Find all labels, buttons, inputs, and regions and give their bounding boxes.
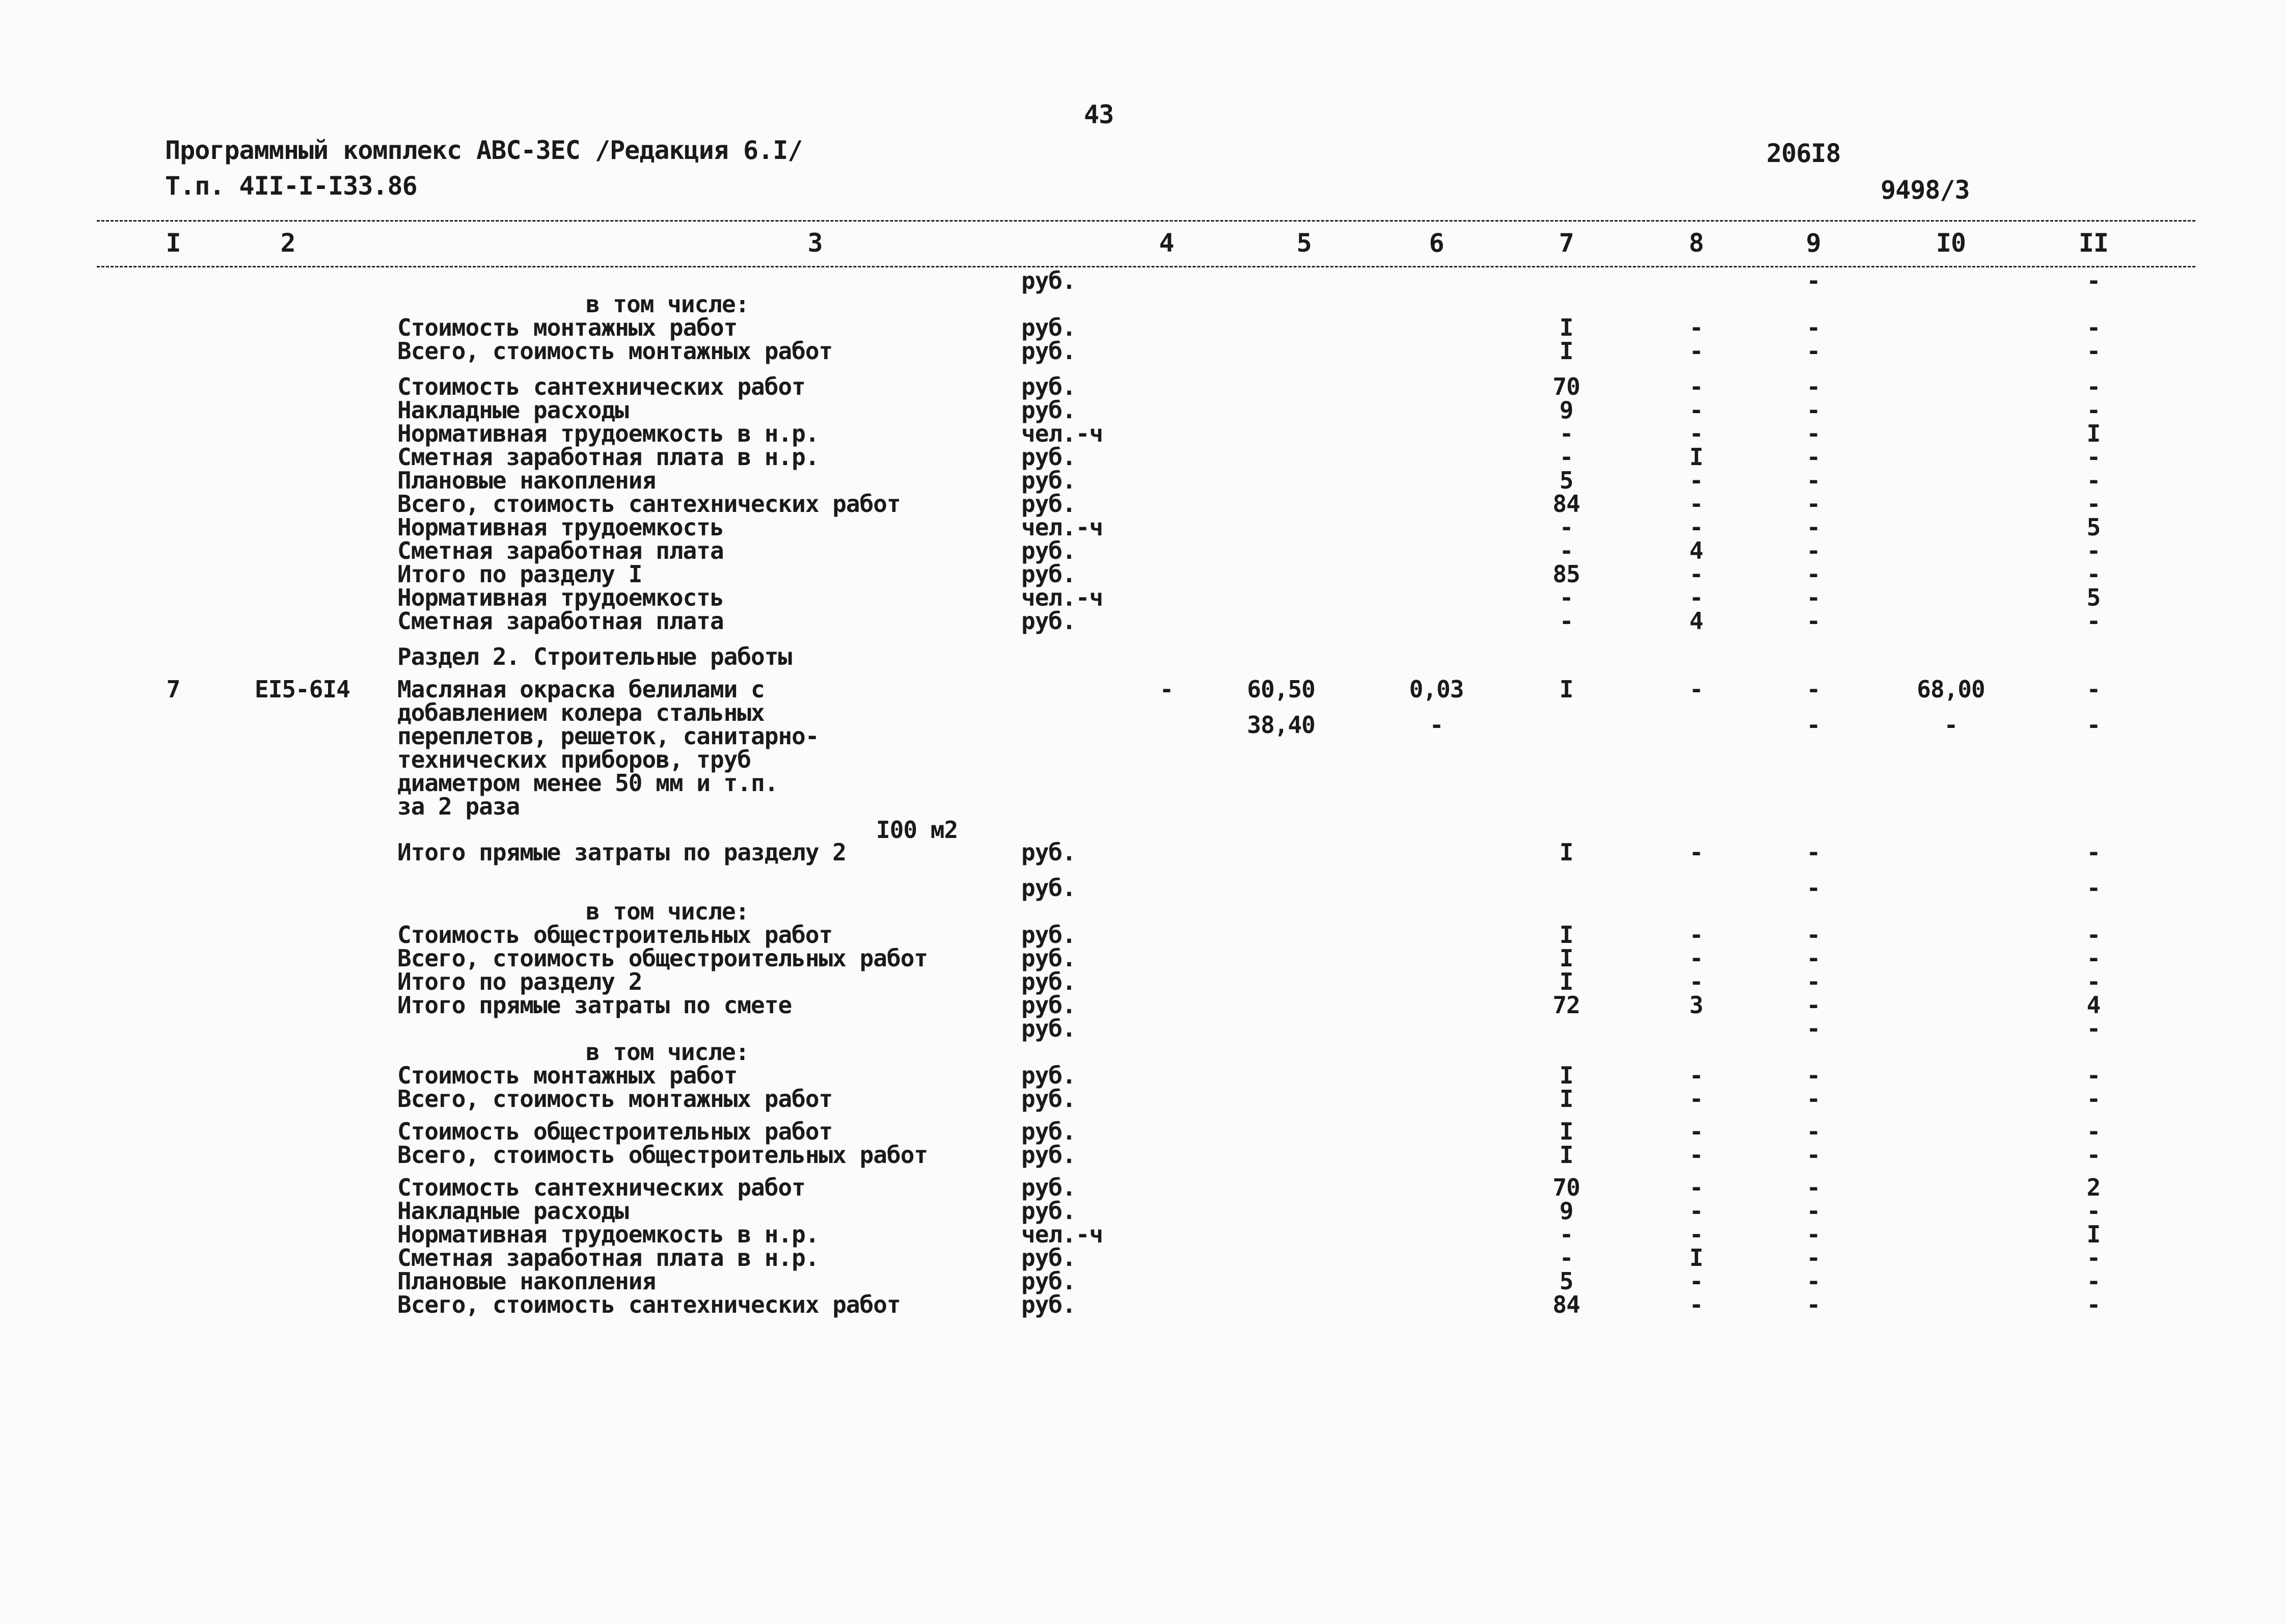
cell-c8: - [1689,838,1703,866]
row-label: Сметная заработная плата в н.р. [397,443,819,471]
cell-c8: 3 [1689,991,1703,1019]
cell-c8: I [1689,1244,1703,1271]
row-label: Стоимость сантехнических работ [397,1174,805,1201]
cell-c9: - [1806,991,1820,1019]
cell-c7: 84 [1553,490,1580,518]
cell-c11: - [2086,968,2101,995]
row-unit: руб. [1021,1291,1076,1318]
cell-c7: I [1559,838,1573,866]
column-header-2: 2 [280,228,295,258]
row-unit: руб. [1021,1244,1076,1271]
row-label: Итого прямые затраты по разделу 2 [397,838,846,866]
item-description-line: добавлением колера стальных [397,699,765,726]
cell-c8: - [1689,337,1703,365]
row-label: Нормативная трудоемкость [397,513,724,541]
column-header-11: II [2078,228,2109,258]
row-unit: чел.-ч [1021,513,1103,541]
row-label: Стоимость общестроительных работ [397,1118,833,1145]
cell-c7: 9 [1559,1197,1573,1225]
cell-c9: - [1806,1244,1820,1271]
cell-c9: - [1806,373,1820,400]
cell-c9: - [1806,1141,1820,1169]
row-label: Стоимость монтажных работ [397,1062,738,1089]
row-label: Итого прямые затраты по смете [397,991,792,1019]
cell-c7: I [1559,314,1573,341]
cell-c9: - [1806,1174,1820,1201]
cell-c9: - [1806,1062,1820,1089]
cell-c7: 85 [1553,560,1580,588]
cell-c8: - [1689,1118,1703,1145]
cell-c11: - [2086,1291,2101,1318]
column-header-1: I [166,228,181,258]
cell-c9: - [1806,1015,1820,1042]
header-rule-top [97,220,2195,222]
cell-c11: I [2086,1221,2101,1248]
row-unit: руб. [1021,991,1076,1019]
row-unit: чел.-ч [1021,420,1103,447]
cell-c8: - [1689,420,1703,447]
cell-c8: - [1689,490,1703,518]
item-description-line: за 2 раза [397,793,520,820]
program-title: Программный комплекс АВС-ЗЕС /Редакция 6.I/ [165,136,803,165]
cell-c7: I [1559,921,1573,949]
row-label: Всего, стоимость сантехнических работ [397,1291,901,1318]
cell-c9: - [1806,1267,1820,1295]
cell-c11: 2 [2086,1174,2101,1201]
cell-c11: - [2086,490,2101,518]
cell-c7: 5 [1559,1267,1573,1295]
cell-c5: 38,40 [1247,711,1315,739]
row-label: Всего, стоимость монтажных работ [397,1085,833,1113]
cell-c6: - [1429,711,1444,739]
cell-c11: - [2086,711,2101,739]
cell-c9: - [1806,337,1820,365]
cell-c6: 0,03 [1409,675,1464,703]
row-label: в том числе: [586,1038,749,1066]
column-header-9: 9 [1806,228,1821,258]
cell-c11: - [2086,467,2101,494]
cell-c9: - [1806,1085,1820,1113]
cell-c7: I [1559,1118,1573,1145]
cell-c8: - [1689,1221,1703,1248]
row-label: Итого по разделу 2 [397,968,642,995]
cell-c8: - [1689,1062,1703,1089]
row-label: Сметная заработная плата [397,607,724,635]
cell-c11: - [2086,443,2101,471]
cell-c9: - [1806,838,1820,866]
cell-c11: - [2086,337,2101,365]
document-number: 9498/3 [1881,175,1970,205]
cell-c9: - [1806,267,1820,294]
cell-c8: - [1689,467,1703,494]
cell-c8: - [1689,1174,1703,1201]
cell-c11: - [2086,560,2101,588]
cell-c7: I [1559,968,1573,995]
row-label: Плановые накопления [397,467,656,494]
cell-c8: - [1689,968,1703,995]
row-unit: руб. [1021,537,1076,564]
row-unit: руб. [1021,1062,1076,1089]
cell-c11: 5 [2086,513,2101,541]
cell-c9: - [1806,467,1820,494]
cell-c8: - [1689,921,1703,949]
column-header-8: 8 [1689,228,1704,258]
cell-c11: - [2086,1244,2101,1271]
cell-c9: - [1806,396,1820,424]
row-unit: руб. [1021,314,1076,341]
cell-c8: - [1689,1267,1703,1295]
cell-c11: - [2086,1062,2101,1089]
cell-c9: - [1806,314,1820,341]
row-label: Плановые накопления [397,1267,656,1295]
row-unit: руб. [1021,944,1076,972]
row-unit: руб. [1021,874,1076,902]
cell-c9: - [1806,711,1820,739]
cell-c8: I [1689,443,1703,471]
row-unit: руб. [1021,968,1076,995]
cell-c7: - [1559,607,1573,635]
column-header-4: 4 [1159,228,1174,258]
row-unit: чел.-ч [1021,584,1103,611]
cell-c7: - [1559,584,1573,611]
item-number: 7 [166,675,180,703]
cell-c9: - [1806,443,1820,471]
column-header-10: I0 [1936,228,1966,258]
row-label: Стоимость сантехнических работ [397,373,805,400]
cell-c11: 4 [2086,991,2101,1019]
row-label: в том числе: [586,898,749,925]
cell-c9: - [1806,1197,1820,1225]
cell-c8: - [1689,513,1703,541]
cell-c4: - [1159,675,1174,703]
cell-c11: 5 [2086,584,2101,611]
row-unit: руб. [1021,1118,1076,1145]
row-label: Всего, стоимость сантехнических работ [397,490,901,518]
item-description-line: диаметром менее 50 мм и т.п. [397,769,778,797]
column-header-3: 3 [807,228,823,258]
row-label: Всего, стоимость общестроительных работ [397,1141,928,1169]
cell-c8: 4 [1689,607,1703,635]
cell-c7: - [1559,537,1573,564]
row-label: Накладные расходы [397,396,629,424]
cell-c10: 68,00 [1917,675,1985,703]
document-code: 206I8 [1766,139,1841,168]
cell-c8: - [1689,1291,1703,1318]
cell-c7: 70 [1553,373,1580,400]
cell-c7: - [1559,420,1573,447]
project-code: Т.п. 4II-I-I33.86 [165,171,417,201]
cell-c7: I [1559,337,1573,365]
column-header-6: 6 [1429,228,1444,258]
cell-c9: - [1806,675,1820,703]
row-label: Стоимость общестроительных работ [397,921,833,949]
cell-c8: - [1689,1197,1703,1225]
row-unit: руб. [1021,373,1076,400]
row-unit: руб. [1021,337,1076,365]
row-unit: руб. [1021,1085,1076,1113]
row-unit: руб. [1021,838,1076,866]
item-description-line: переплетов, решеток, санитарно- [397,722,819,750]
cell-c9: - [1806,944,1820,972]
row-label: в том числе: [586,290,749,318]
row-label: Сметная заработная плата в н.р. [397,1244,819,1271]
cell-c9: - [1806,537,1820,564]
row-unit: руб. [1021,1015,1076,1042]
row-label: Нормативная трудоемкость в н.р. [397,1221,819,1248]
cell-c8: - [1689,373,1703,400]
cell-c8: - [1689,1085,1703,1113]
cell-c8: - [1689,396,1703,424]
cell-c11: - [2086,1197,2101,1225]
cell-c11: - [2086,1015,2101,1042]
cell-c11: - [2086,267,2101,294]
cell-c9: - [1806,1221,1820,1248]
cell-c11: - [2086,944,2101,972]
row-label: Сметная заработная плата [397,537,724,564]
cell-c5: 60,50 [1247,675,1315,703]
cell-c7: I [1559,1062,1573,1089]
cell-c9: - [1806,1118,1820,1145]
cell-c8: - [1689,675,1703,703]
cell-c7: - [1559,1221,1573,1248]
row-label: Стоимость монтажных работ [397,314,738,341]
cell-c7: - [1559,1244,1573,1271]
cell-c7: 72 [1553,991,1580,1019]
row-unit: руб. [1021,1267,1076,1295]
cell-c9: - [1806,1291,1820,1318]
cell-c11: - [2086,607,2101,635]
row-label: Всего, стоимость монтажных работ [397,337,833,365]
item-unit: I00 м2 [876,816,958,844]
cell-c11: - [2086,537,2101,564]
header-rule-bottom [97,266,2195,267]
row-unit: руб. [1021,1197,1076,1225]
row-unit: руб. [1021,267,1076,294]
row-unit: руб. [1021,1141,1076,1169]
cell-c8: - [1689,944,1703,972]
cell-c9: - [1806,968,1820,995]
cell-c8: - [1689,560,1703,588]
item-code: ЕI5-6I4 [255,675,350,703]
cell-c11: - [2086,314,2101,341]
cell-c8: - [1689,314,1703,341]
cell-c11: - [2086,1118,2101,1145]
cell-c11: - [2086,1141,2101,1169]
row-label: Всего, стоимость общестроительных работ [397,944,928,972]
cell-c11: - [2086,373,2101,400]
column-header-7: 7 [1559,228,1574,258]
row-label: Итого по разделу I [397,560,642,588]
cell-c8: - [1689,1141,1703,1169]
cell-c11: - [2086,921,2101,949]
cell-c8: 4 [1689,537,1703,564]
column-header-5: 5 [1296,228,1312,258]
cell-c11: - [2086,675,2101,703]
cell-c7: I [1559,944,1573,972]
row-unit: руб. [1021,467,1076,494]
section-title: Раздел 2. Строительные работы [397,643,792,670]
row-unit: руб. [1021,607,1076,635]
row-unit: чел.-ч [1021,1221,1103,1248]
row-unit: руб. [1021,921,1076,949]
cell-c8: - [1689,584,1703,611]
row-unit: руб. [1021,443,1076,471]
row-unit: руб. [1021,1174,1076,1201]
cell-c11: - [2086,1267,2101,1295]
cell-c7: 70 [1553,1174,1580,1201]
item-description-line: технических приборов, труб [397,746,751,773]
cell-c11: - [2086,396,2101,424]
cell-c7: I [1559,1085,1573,1113]
cell-c9: - [1806,490,1820,518]
cell-c7: I [1559,675,1573,703]
cell-c9: - [1806,584,1820,611]
cell-c7: I [1559,1141,1573,1169]
row-unit: руб. [1021,396,1076,424]
cell-c11: - [2086,874,2101,902]
cell-c11: - [2086,838,2101,866]
cell-c9: - [1806,420,1820,447]
row-unit: руб. [1021,560,1076,588]
row-unit: руб. [1021,490,1076,518]
cell-c9: - [1806,607,1820,635]
row-label: Нормативная трудоемкость [397,584,724,611]
cell-c9: - [1806,513,1820,541]
cell-c9: - [1806,921,1820,949]
item-description-line: Масляная окраска белилами с [397,675,765,703]
cell-c9: - [1806,560,1820,588]
cell-c11: I [2086,420,2101,447]
cell-c7: 5 [1559,467,1573,494]
row-label: Нормативная трудоемкость в н.р. [397,420,819,447]
cell-c7: - [1559,513,1573,541]
cell-c7: 84 [1553,1291,1580,1318]
cell-c9: - [1806,874,1820,902]
cell-c11: - [2086,1085,2101,1113]
row-label: Накладные расходы [397,1197,629,1225]
cell-c7: - [1559,443,1573,471]
cell-c10: - [1944,711,1958,739]
page-number: 43 [1084,100,1114,129]
cell-c7: 9 [1559,396,1573,424]
